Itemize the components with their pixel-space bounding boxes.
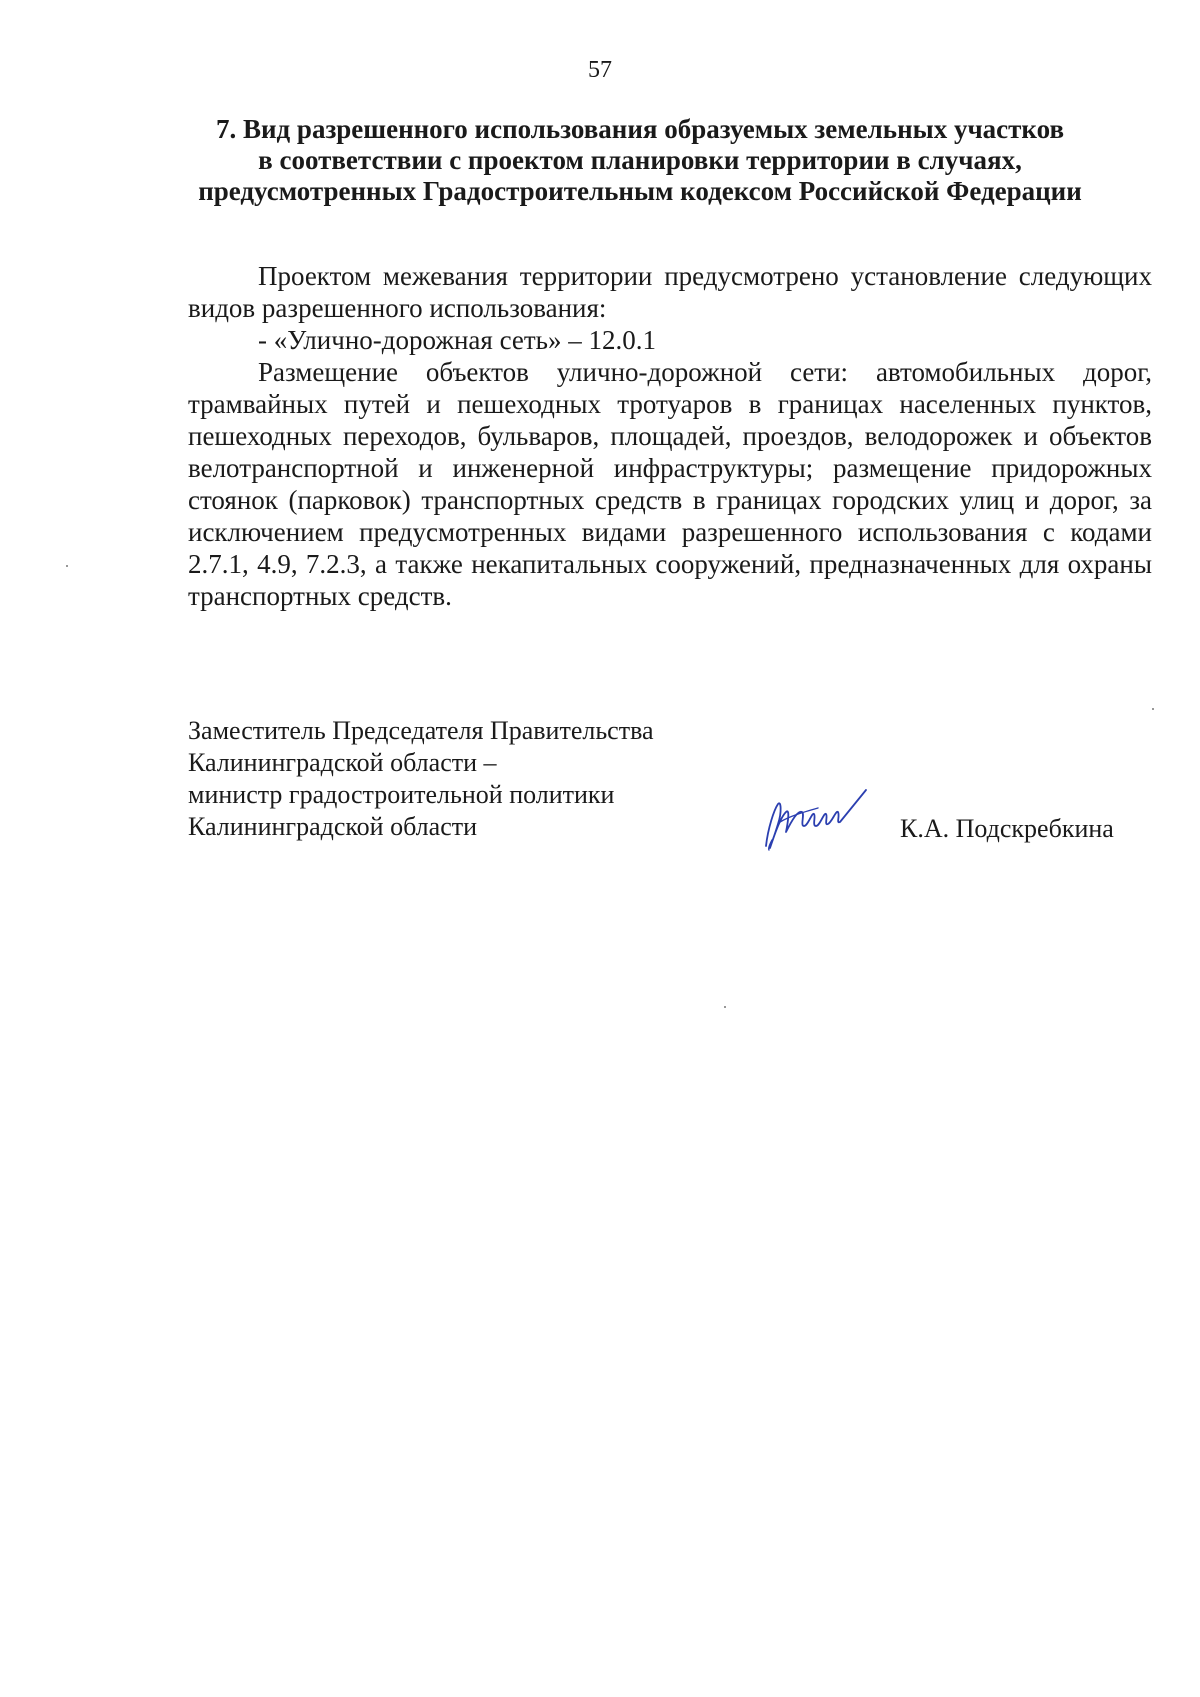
section-title-line-3: предусмотренных Градостроительным кодексом Российской Федерации <box>198 176 1082 206</box>
position-line-3: министр градостроительной политики <box>188 780 615 809</box>
signatory-name: К.А. Подскребкина <box>900 814 1114 843</box>
page-number: 57 <box>588 57 612 83</box>
list-item: - «Улично-дорожная сеть» – 12.0.1 <box>258 325 656 355</box>
description-paragraph: Размещение объектов улично-дорожной сети: автомобильных дорог, трамвайных путей и пешеходных тротуаров в границах населенных пунктов, пешеходных переходов, бульваров, площадей, проездов, велодорожек и объектов велотранспортной и инженерной инфраструктуры; размещение придорожных стоянок (парковок) транспортных средств в границах городских улиц и дорог, за исключением предусмотренных видами разрешенного использования с кодами 2.7.1, 4.9, 7.2.3, а также некапитальных сооружений, предназначенных для охраны транспортных средств. <box>188 357 1152 611</box>
intro-paragraph: Проектом межевания территории предусмотрено установление следующих видов разрешенного использования: <box>188 261 1152 323</box>
section-title-line-2: в соответствии с проектом планировки территории в случаях, <box>258 145 1022 175</box>
section-title <box>190 114 1090 207</box>
signatory-position <box>188 715 708 843</box>
section-title-line-1: 7. Вид разрешенного использования образуемых земельных участков <box>215 114 1065 144</box>
position-line-4: Калининградской области <box>188 812 478 841</box>
position-line-1: Заместитель Председателя Правительства <box>188 716 654 745</box>
handwritten-signature <box>758 782 868 854</box>
position-line-2: Калининградской области – <box>188 748 497 777</box>
scan-speck <box>724 1006 726 1008</box>
scan-speck <box>1152 708 1154 710</box>
scan-speck <box>66 565 68 567</box>
body-text <box>188 260 1152 612</box>
